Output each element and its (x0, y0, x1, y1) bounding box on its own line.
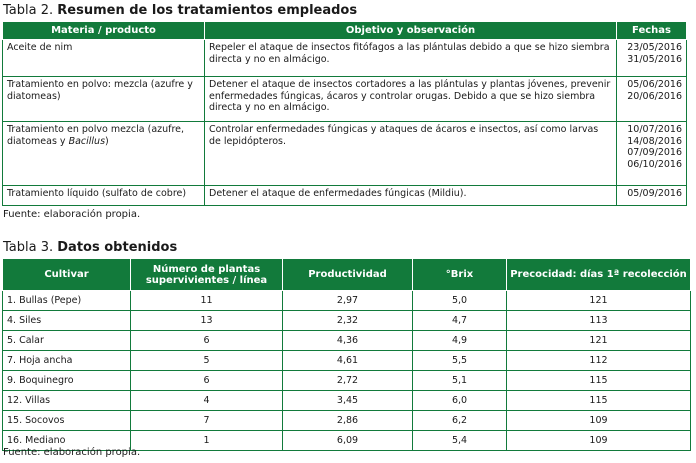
table-header-row (3, 22, 687, 40)
date-value: 14/08/2016 (627, 135, 682, 147)
precocity-cell: 121 (507, 291, 691, 311)
column-header-dates: Fechas (617, 22, 687, 40)
plants-cell: 13 (131, 311, 283, 331)
brix-cell: 4,7 (413, 311, 507, 331)
plants-cell: 11 (131, 291, 283, 311)
plants-cell: 1 (131, 431, 283, 451)
objective-cell: Controlar enfermedades fúngicas y ataques de ácaros e insectos, así como larvas de lepidópteros. (205, 122, 617, 186)
brix-cell: 5,4 (413, 431, 507, 451)
precocity-cell: 109 (507, 431, 691, 451)
cultivar-cell: 5. Calar (3, 331, 131, 351)
cultivar-cell: 12. Villas (3, 391, 131, 411)
table2-source: Fuente: elaboración propia. (3, 209, 141, 220)
date-value: 05/09/2016 (627, 188, 682, 199)
brix-cell: 6,2 (413, 411, 507, 431)
table-row (3, 351, 691, 371)
productivity-cell: 4,61 (283, 351, 413, 371)
product-text: Tratamiento en polvo mezcla (azufre, diatomeas y (7, 124, 185, 147)
column-header-product: Materia / producto (3, 22, 205, 40)
table-row (3, 186, 687, 206)
plants-cell: 5 (131, 351, 283, 371)
dates-cell (617, 122, 687, 186)
dates-cell (617, 77, 687, 122)
table-row (3, 291, 691, 311)
precocity-cell: 121 (507, 331, 691, 351)
dates-cell (617, 40, 687, 77)
table-header-row (3, 259, 691, 291)
results-table (2, 258, 691, 451)
date-value: 05/06/2016 (627, 79, 682, 90)
product-text-end: ) (105, 135, 109, 147)
productivity-cell: 3,45 (283, 391, 413, 411)
table3-caption-prefix: Tabla 3. (3, 240, 58, 255)
table-row (3, 40, 687, 77)
plants-cell: 4 (131, 391, 283, 411)
productivity-cell: 2,32 (283, 311, 413, 331)
treatments-table (2, 21, 687, 206)
date-value: 23/05/2016 (627, 42, 682, 53)
plants-cell: 7 (131, 411, 283, 431)
column-header-precocity: Precocidad: días 1ª recolección (507, 259, 691, 291)
productivity-cell: 2,86 (283, 411, 413, 431)
productivity-cell: 2,72 (283, 371, 413, 391)
table2-caption-prefix: Tabla 2. (3, 3, 58, 18)
productivity-cell: 4,36 (283, 331, 413, 351)
objective-cell: Repeler el ataque de insectos fitófagos a las plántulas debido a que se hizo siembra directa y no en almácigo. (205, 40, 617, 77)
plants-cell: 6 (131, 371, 283, 391)
table-row (3, 331, 691, 351)
objective-cell: Detener el ataque de enfermedades fúngicas (Mildiu). (205, 186, 617, 206)
cultivar-cell: 16. Mediano (3, 431, 131, 451)
product-cell: Aceite de nim (3, 40, 205, 77)
table2-caption-title: Resumen de los tratamientos empleados (57, 3, 358, 18)
cultivar-cell: 9. Boquinegro (3, 371, 131, 391)
date-value: 06/10/2016 (627, 158, 682, 170)
date-value: 07/09/2016 (627, 147, 682, 158)
brix-cell: 5,1 (413, 371, 507, 391)
objective-cell: Detener el ataque de insectos cortadores a las plántulas y plantas jóvenes, prevenir enfermedades fúngicas, ácaros y controlar orugas. Debido a que se hizo siembra directa y no en almácigo. (205, 77, 617, 122)
table3-source: Fuente: elaboración propia. (3, 447, 141, 458)
cultivar-cell: 1. Bullas (Pepe) (3, 291, 131, 311)
precocity-cell: 113 (507, 311, 691, 331)
date-value: 31/05/2016 (627, 53, 682, 65)
precocity-cell: 109 (507, 411, 691, 431)
product-cell: Tratamiento en polvo: mezcla (azufre y diatomeas) (3, 77, 205, 122)
date-value: 10/07/2016 (627, 124, 682, 135)
dates-cell (617, 186, 687, 206)
column-header-plants: Número de plantas supervivientes / línea (131, 259, 283, 291)
cultivar-cell: 4. Siles (3, 311, 131, 331)
brix-cell: 6,0 (413, 391, 507, 411)
table3-caption-title: Datos obtenidos (57, 240, 178, 255)
product-cell (3, 122, 205, 186)
plants-cell: 6 (131, 331, 283, 351)
precocity-cell: 115 (507, 391, 691, 411)
column-header-cultivar: Cultivar (3, 259, 131, 291)
precocity-cell: 115 (507, 371, 691, 391)
column-header-brix: °Brix (413, 259, 507, 291)
table2-caption (3, 3, 357, 18)
productivity-cell: 2,97 (283, 291, 413, 311)
precocity-cell: 112 (507, 351, 691, 371)
date-value: 20/06/2016 (627, 90, 682, 102)
brix-cell: 5,5 (413, 351, 507, 371)
table-row (3, 122, 687, 186)
table-row (3, 371, 691, 391)
cultivar-cell: 15. Socovos (3, 411, 131, 431)
column-header-objective: Objetivo y observación (205, 22, 617, 40)
column-header-productivity: Productividad (283, 259, 413, 291)
product-italic-text: Bacillus (68, 135, 106, 147)
productivity-cell: 6,09 (283, 431, 413, 451)
brix-cell: 5,0 (413, 291, 507, 311)
brix-cell: 4,9 (413, 331, 507, 351)
table-row (3, 311, 691, 331)
table-row (3, 391, 691, 411)
table-row (3, 411, 691, 431)
cultivar-cell: 7. Hoja ancha (3, 351, 131, 371)
table3-caption (3, 240, 177, 255)
product-cell: Tratamiento líquido (sulfato de cobre) (3, 186, 205, 206)
table-row (3, 77, 687, 122)
